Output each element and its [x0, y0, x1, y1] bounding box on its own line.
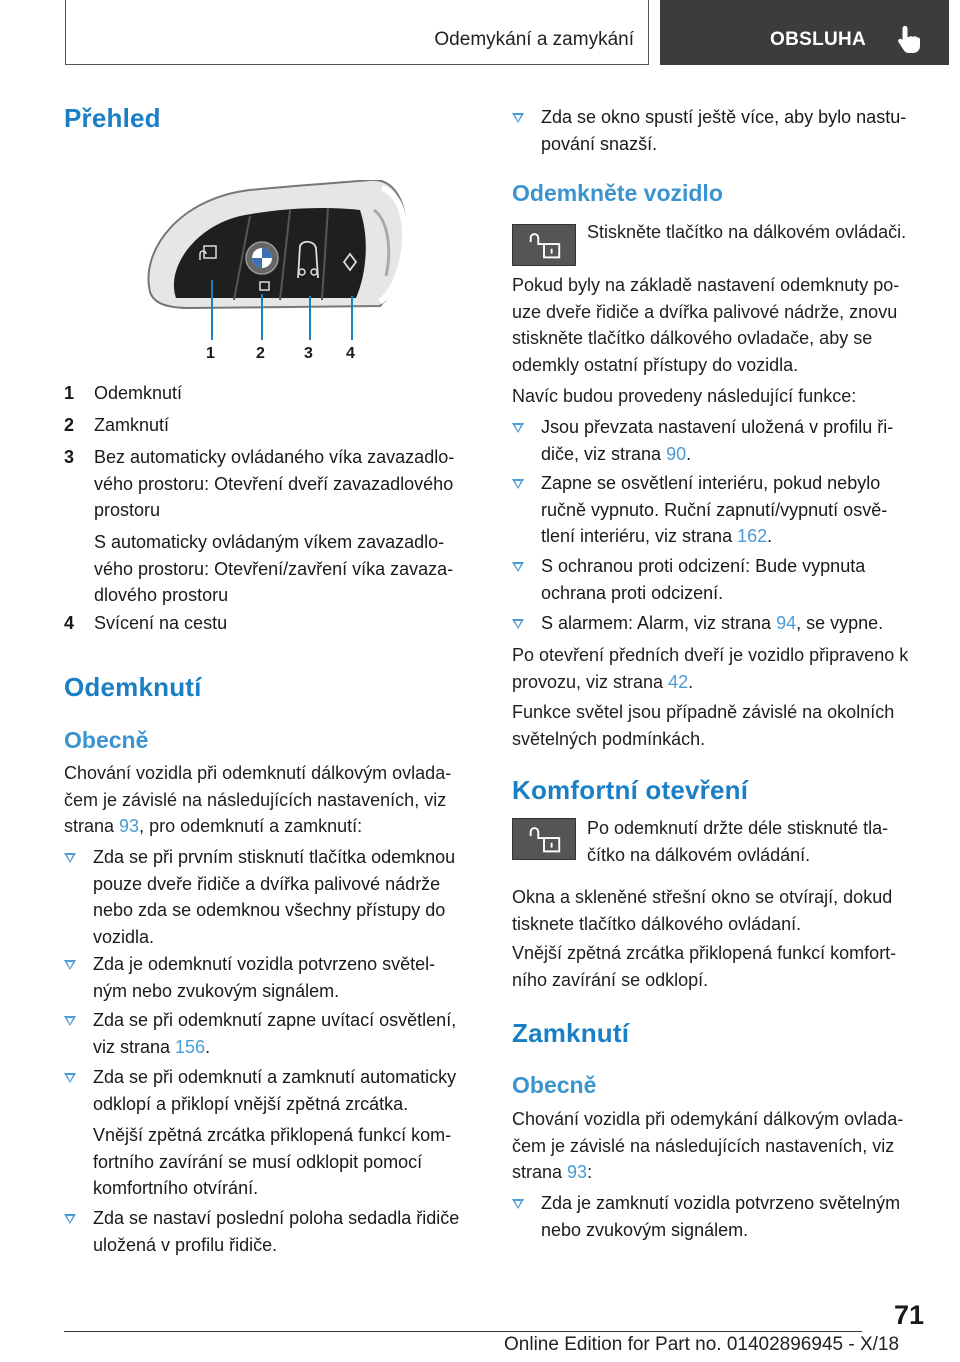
obecne-heading: Obecně: [64, 727, 149, 753]
zamknuti-heading: Zamknutí: [512, 1018, 630, 1048]
triangle-bullet-icon: [512, 1199, 524, 1209]
figure-label-4: 4: [346, 345, 355, 360]
page-link[interactable]: 42: [668, 671, 689, 692]
header-section-title: Odemykání a zamykání: [434, 29, 634, 50]
unlock-icon: [512, 224, 576, 266]
obecne2-heading: Obecně: [512, 1072, 597, 1098]
header-section-box: [65, 0, 649, 65]
page-link[interactable]: 90: [666, 443, 687, 464]
unlock-instruction: Stiskněte tlačítko na dálkovém ovládači.: [587, 222, 907, 242]
footer-divider: [64, 1331, 862, 1332]
triangle-bullet-icon: [64, 1214, 76, 1224]
page-link[interactable]: 93: [119, 816, 140, 836]
intro-line: čem je závislé na následujících nastaveních, viz: [64, 789, 447, 810]
remote-key-figure: [130, 180, 410, 360]
page-number: 71: [893, 1300, 924, 1330]
figure-label-3: 3: [304, 345, 313, 360]
figure-label-2: 2: [256, 345, 265, 360]
triangle-bullet-icon: [64, 853, 76, 863]
unlock-icon: [512, 818, 576, 860]
hand-pointer-icon: [896, 24, 922, 54]
page-link[interactable]: 162: [737, 526, 768, 546]
intro-line: Chování vozidla při odemknutí dálkovým ovlada-: [64, 763, 452, 783]
odemknete-heading: Odemkněte vozidlo: [512, 180, 723, 206]
triangle-bullet-icon: [64, 1016, 76, 1026]
triangle-bullet-icon: [64, 1073, 76, 1083]
intro-line: strana 93, pro odemknutí a zamknutí:: [64, 816, 363, 836]
header-chapter-title: OBSLUHA: [770, 29, 867, 50]
footer-edition: Online Edition for Part no. 01402896945 - X/18: [504, 1334, 900, 1355]
triangle-bullet-icon: [512, 113, 524, 123]
odemknuti-heading: Odemknutí: [64, 672, 202, 702]
page-link[interactable]: 93: [567, 1162, 588, 1182]
triangle-bullet-icon: [512, 562, 524, 572]
triangle-bullet-icon: [512, 423, 524, 433]
header-chapter-box: [660, 0, 949, 65]
komfort-heading: Komfortní otevření: [512, 775, 749, 805]
page-link[interactable]: 94: [776, 613, 797, 633]
prehled-heading: Přehled: [64, 103, 161, 133]
triangle-bullet-icon: [512, 479, 524, 489]
page-link[interactable]: 156: [175, 1036, 206, 1057]
figure-label-1: 1: [206, 345, 215, 360]
triangle-bullet-icon: [512, 619, 524, 629]
triangle-bullet-icon: [64, 960, 76, 970]
